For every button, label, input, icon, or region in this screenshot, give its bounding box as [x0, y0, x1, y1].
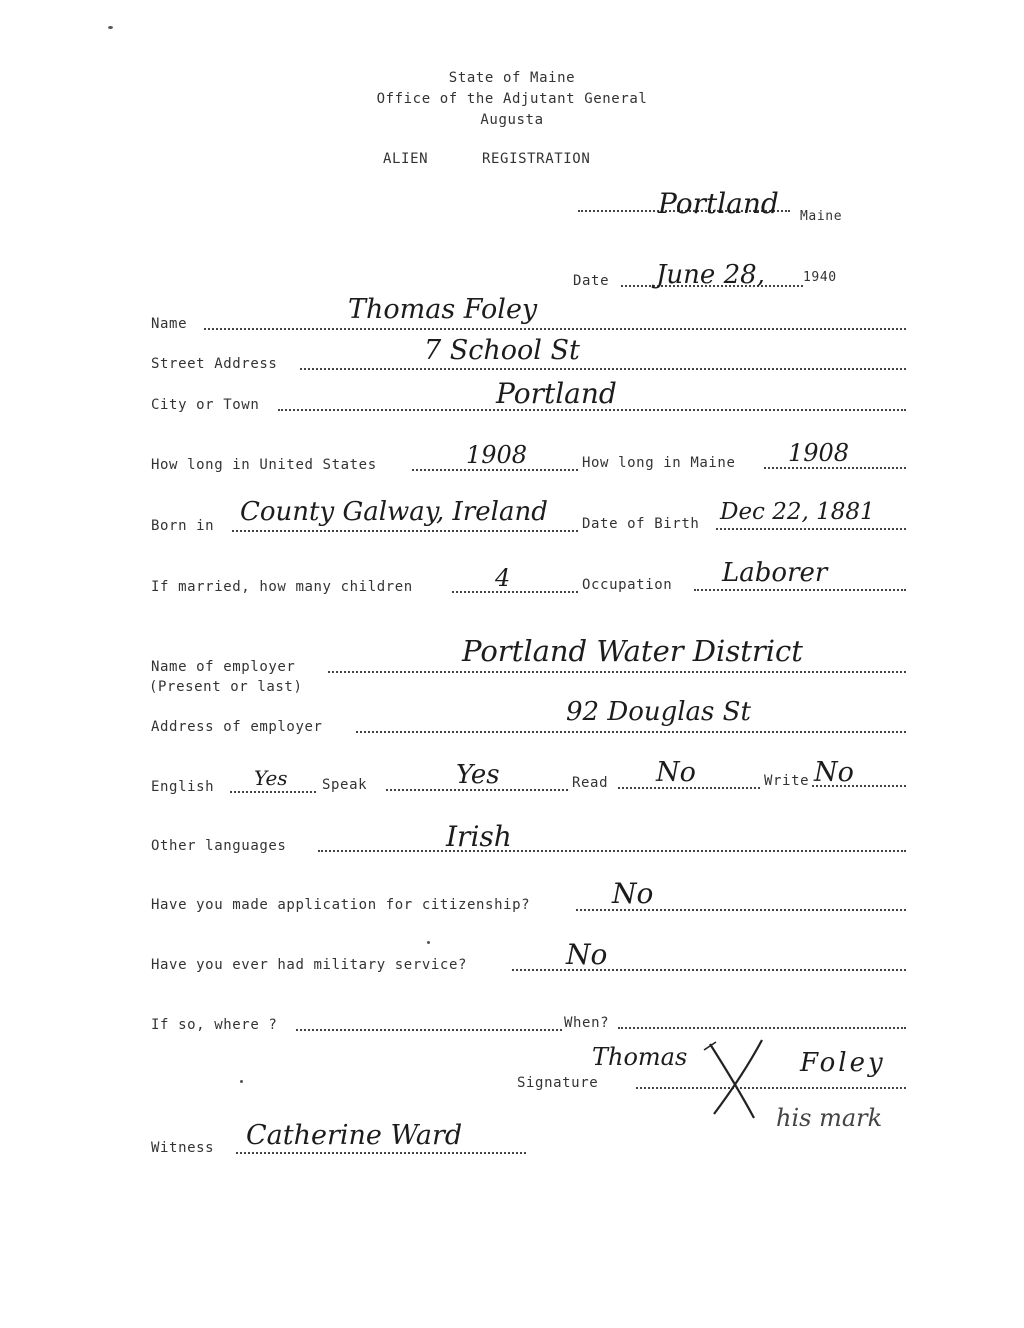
born-dots — [232, 530, 578, 532]
signature-mark-note: his mark — [776, 1104, 883, 1132]
dob-value: Dec 22, 1881 — [720, 499, 875, 525]
employer-address-value: 92 Douglas St — [566, 697, 751, 727]
occupation-value: Laborer — [722, 558, 828, 588]
citizenship-label: Have you made application for citizenship? — [151, 897, 531, 913]
form-title-registration: REGISTRATION — [482, 151, 591, 167]
children-dots — [452, 591, 578, 593]
where-dots — [296, 1029, 562, 1031]
military-value: No — [566, 938, 608, 971]
place-suffix: Maine — [800, 209, 843, 224]
english-value: Yes — [254, 766, 288, 790]
write-value: No — [814, 757, 854, 788]
occupation-dots — [694, 589, 906, 591]
citizenship-value: No — [612, 877, 654, 910]
witness-dots — [236, 1152, 526, 1154]
english-dots — [230, 791, 316, 793]
scan-speck — [427, 941, 430, 944]
maine-value: 1908 — [788, 439, 850, 467]
name-label: Name — [151, 316, 188, 332]
military-label: Have you ever had military service? — [151, 957, 468, 973]
born-label: Born in — [151, 518, 215, 534]
languages-label: Other languages — [151, 838, 287, 854]
city-label: City or Town — [151, 397, 260, 413]
us-value: 1908 — [466, 441, 528, 469]
languages-dots — [318, 850, 906, 852]
us-label: How long in United States — [151, 457, 377, 473]
name-value: Thomas Foley — [348, 294, 538, 325]
signature-first-name: Thomas — [592, 1043, 688, 1071]
header-state: State of Maine — [448, 70, 576, 86]
employer-address-dots — [356, 731, 906, 733]
employer-label: Name of employer — [151, 659, 296, 675]
place-value: Portland — [658, 187, 779, 220]
signature-last-name: Foley — [800, 1048, 886, 1078]
speak-label: Speak — [322, 777, 368, 793]
employer-address-label: Address of employer — [151, 719, 323, 735]
scan-speck — [108, 26, 113, 29]
read-label: Read — [572, 775, 609, 791]
english-label: English — [151, 779, 215, 795]
occupation-label: Occupation — [582, 577, 673, 593]
children-label: If married, how many children — [151, 579, 413, 595]
dob-dots — [716, 528, 906, 530]
street-value: 7 School St — [424, 335, 580, 366]
maine-dots — [764, 467, 906, 469]
street-dots — [300, 368, 906, 370]
write-label: Write — [764, 773, 810, 789]
date-value: June 28, — [656, 260, 765, 290]
date-year: 1940 — [803, 270, 837, 285]
when-dots — [618, 1027, 906, 1029]
name-dots — [204, 328, 906, 330]
children-value: 4 — [495, 564, 511, 592]
witness-value: Catherine Ward — [246, 1120, 463, 1151]
speak-value: Yes — [456, 760, 500, 790]
where-label: If so, where ? — [151, 1017, 278, 1033]
city-value: Portland — [496, 377, 617, 410]
employer-sublabel: (Present or last) — [149, 679, 303, 695]
dob-label: Date of Birth — [582, 516, 700, 532]
header-office: Office of the Adjutant General — [376, 91, 648, 107]
when-label: When? — [564, 1015, 610, 1031]
us-dots — [412, 469, 578, 471]
employer-value: Portland Water District — [462, 634, 803, 668]
born-value: County Galway, Ireland — [240, 497, 548, 527]
languages-value: Irish — [446, 820, 512, 853]
signature-x-mark — [700, 1036, 780, 1126]
scan-speck — [240, 1080, 243, 1083]
street-label: Street Address — [151, 356, 278, 372]
employer-dots — [328, 671, 906, 673]
date-label: Date — [573, 273, 610, 289]
header-city: Augusta — [480, 112, 544, 128]
form-title-alien: ALIEN — [383, 151, 429, 167]
maine-label: How long in Maine — [582, 455, 736, 471]
witness-label: Witness — [151, 1140, 215, 1156]
read-value: No — [656, 757, 696, 788]
signature-label: Signature — [517, 1075, 599, 1091]
